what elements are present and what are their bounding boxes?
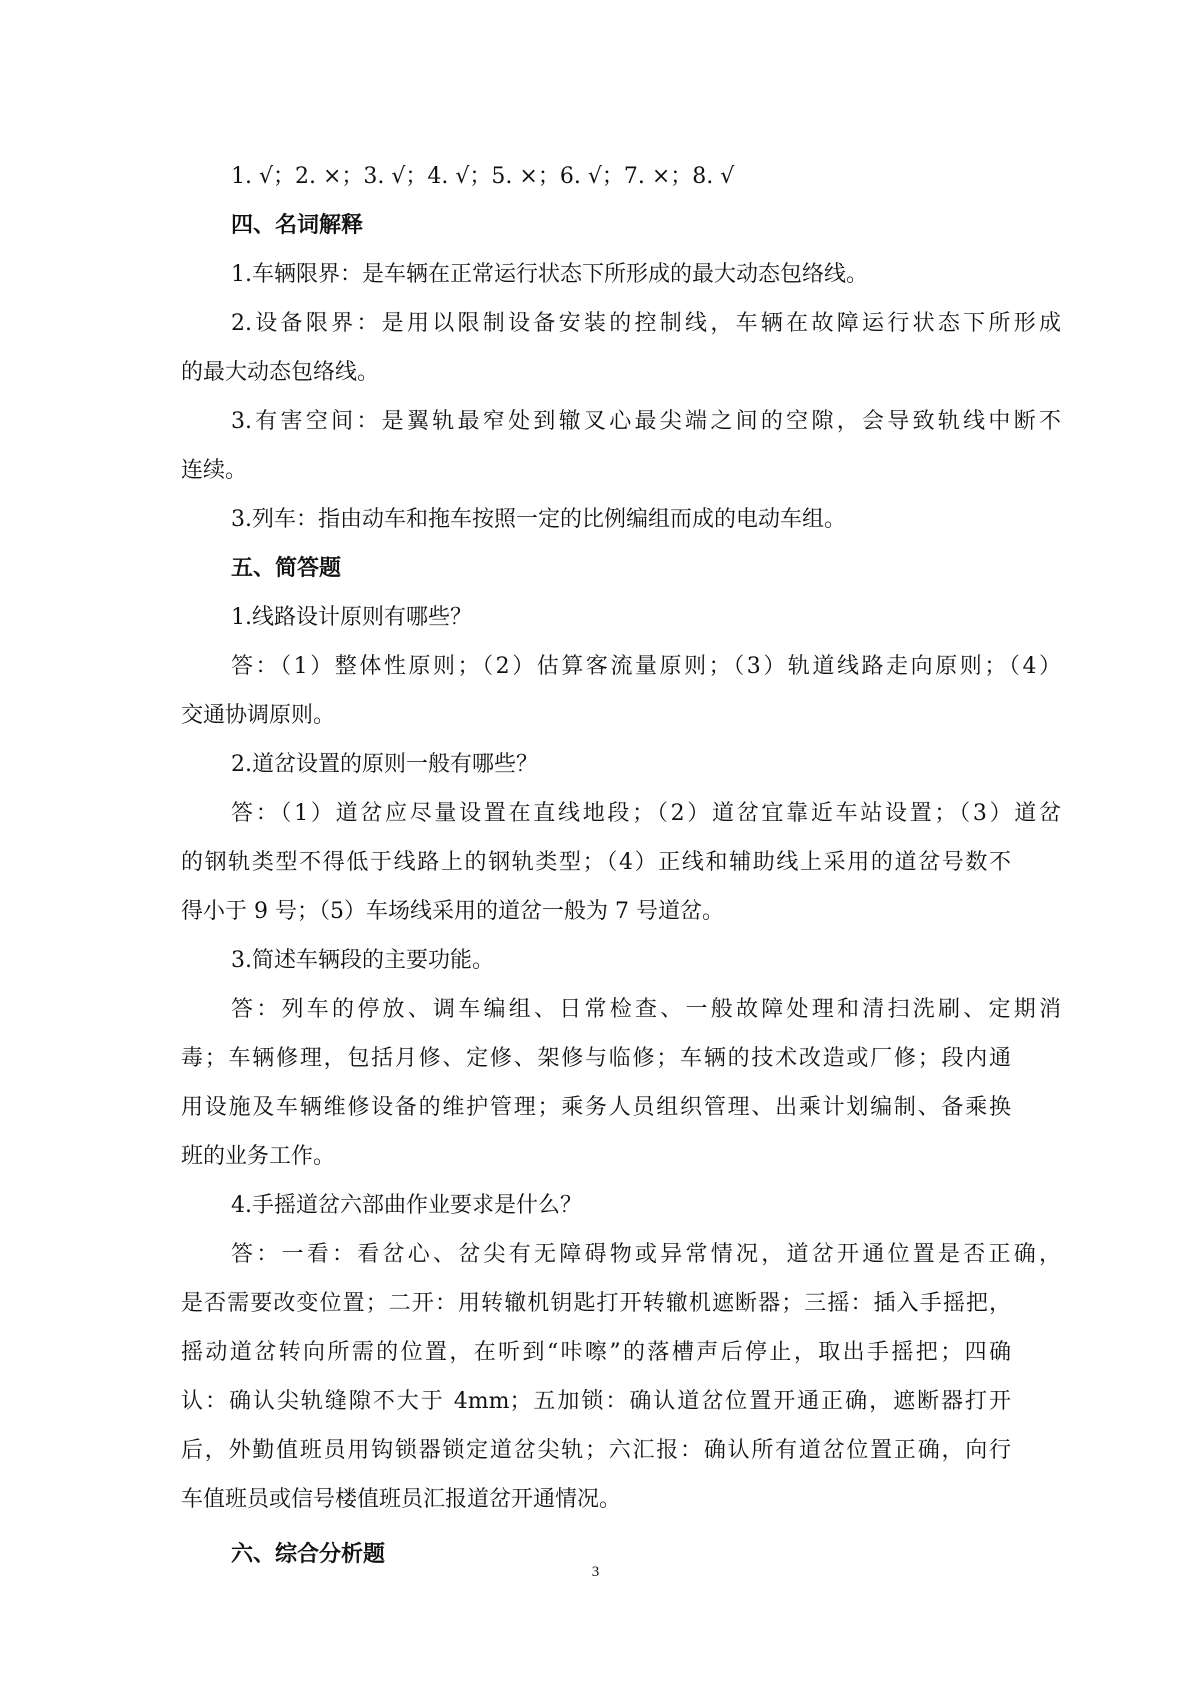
- answer-4-line-3: 摇动道岔转向所需的位置，在听到“咔嚓”的落槽声后停止，取出手摇把；四确: [181, 1340, 1011, 1365]
- term-definition-4: 3.列车：指由动车和拖车按照一定的比例编组而成的电动车组。: [231, 507, 846, 532]
- page-number: 3: [591, 1564, 600, 1580]
- section-heading-short-answer: 五、简答题: [231, 555, 342, 581]
- answer-4-line-5: 后，外勤值班员用钩锁器锁定道岔尖轨；六汇报：确认所有道岔位置正确，向行: [181, 1438, 1011, 1463]
- answer-2-line-2: 的钢轨类型不得低于线路上的钢轨类型；（4）正线和辅助线上采用的道岔号数不: [181, 850, 1011, 875]
- answer-1-line-1: 答：（1）整体性原则；（2）估算客流量原则；（3）轨道线路走向原则；（4）: [231, 654, 1061, 679]
- section-heading-analysis: 六、综合分析题: [231, 1541, 386, 1567]
- term-definition-1: 1.车辆限界：是车辆在正常运行状态下所形成的最大动态包络线。: [231, 262, 868, 287]
- answer-4-line-2: 是否需要改变位置；二开：用转辙机钥匙打开转辙机遮断器；三摇：插入手摇把，: [181, 1291, 1011, 1316]
- term-definition-3-line-2: 连续。: [181, 458, 248, 483]
- question-3: 3.简述车辆段的主要功能。: [231, 948, 494, 973]
- question-1: 1.线路设计原则有哪些？: [231, 605, 472, 630]
- answer-4-line-6: 车值班员或信号楼值班员汇报道岔开通情况。: [181, 1487, 622, 1512]
- section-heading-terms: 四、名词解释: [231, 212, 364, 238]
- answer-4-line-1: 答：一看：看岔心、岔尖有无障碍物或异常情况，道岔开通位置是否正确，: [231, 1242, 1061, 1267]
- answer-3-line-1: 答：列车的停放、调车编组、日常检查、一般故障处理和清扫洗刷、定期消: [231, 997, 1061, 1022]
- answer-4-line-4: 认：确认尖轨缝隙不大于 4mm；五加锁：确认道岔位置开通正确，遮断器打开: [181, 1389, 1011, 1414]
- term-definition-2-line-1: 2.设备限界：是用以限制设备安装的控制线，车辆在故障运行状态下所形成: [231, 311, 1061, 336]
- document-body: [181, 152, 1061, 1579]
- answer-3-line-4: 班的业务工作。: [181, 1144, 336, 1169]
- answer-3-line-3: 用设施及车辆维修设备的维护管理；乘务人员组织管理、出乘计划编制、备乘换: [181, 1095, 1011, 1120]
- answer-2-line-3: 得小于 9 号；（5）车场线采用的道岔一般为 7 号道岔。: [181, 899, 724, 924]
- question-4: 4.手摇道岔六部曲作业要求是什么？: [231, 1193, 582, 1218]
- answer-3-line-2: 毒；车辆修理，包括月修、定修、架修与临修；车辆的技术改造或厂修；段内通: [181, 1046, 1011, 1071]
- answer-1-line-2: 交通协调原则。: [181, 703, 336, 728]
- true-false-answers: 1. √；2. ×；3. √；4. √；5. ×；6. √；7. ×；8. √: [231, 164, 735, 189]
- term-definition-2-line-2: 的最大动态包络线。: [181, 360, 380, 385]
- question-2: 2.道岔设置的原则一般有哪些？: [231, 752, 538, 777]
- term-definition-3-line-1: 3.有害空间：是翼轨最窄处到辙叉心最尖端之间的空隙，会导致轨线中断不: [231, 409, 1061, 434]
- answer-2-line-1: 答：（1）道岔应尽量设置在直线地段；（2）道岔宜靠近车站设置；（3）道岔: [231, 801, 1061, 826]
